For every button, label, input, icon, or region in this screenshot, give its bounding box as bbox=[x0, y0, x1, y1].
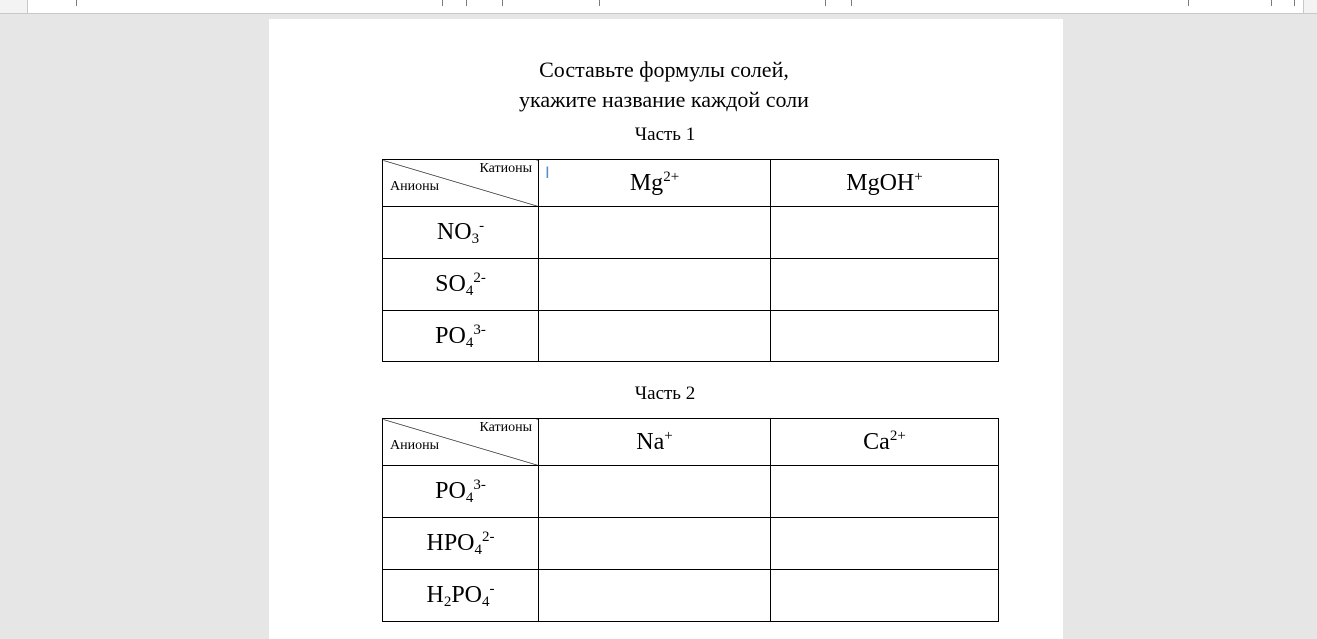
anion-formula-tail: PO bbox=[451, 582, 483, 608]
diagonal-header-cell[interactable] bbox=[383, 419, 539, 466]
table-row bbox=[383, 311, 999, 362]
anion-cell-po4[interactable] bbox=[383, 466, 539, 518]
anion-subscript: 4 bbox=[465, 490, 474, 506]
cation-formula: MgOH bbox=[846, 169, 915, 196]
anion-charge: 3- bbox=[473, 321, 486, 338]
answer-cell[interactable] bbox=[771, 259, 999, 311]
table-row bbox=[383, 518, 999, 570]
anion-subscript: 4 bbox=[474, 542, 482, 558]
anion-subscript-2: 4 bbox=[482, 594, 490, 610]
table-row bbox=[383, 207, 999, 259]
cations-label: Катионы bbox=[479, 161, 532, 176]
cation-charge: 2+ bbox=[663, 168, 680, 185]
anion-formula: PO bbox=[435, 322, 466, 349]
ruler-tick bbox=[1188, 0, 1189, 6]
answer-cell[interactable] bbox=[771, 207, 999, 259]
anion-cell-h2po4[interactable] bbox=[383, 570, 539, 622]
cation-charge: + bbox=[664, 427, 673, 444]
answer-cell[interactable] bbox=[539, 466, 771, 518]
ruler-tick bbox=[1271, 0, 1272, 6]
cation-formula: Na bbox=[636, 428, 665, 455]
diagonal-header-cell[interactable] bbox=[383, 160, 539, 207]
table-header-row bbox=[383, 419, 999, 466]
anion-subscript: 3 bbox=[471, 231, 480, 247]
cation-header-na[interactable] bbox=[539, 419, 771, 466]
ruler-tick bbox=[599, 0, 600, 6]
anion-subscript: 2 bbox=[443, 594, 452, 610]
ruler-tick bbox=[825, 0, 826, 6]
ruler-tick bbox=[466, 0, 467, 6]
document-page[interactable] bbox=[269, 19, 1063, 639]
ruler-tick bbox=[1294, 0, 1295, 6]
ruler-tick bbox=[442, 0, 443, 6]
anion-charge: 2- bbox=[473, 270, 486, 286]
salts-table-part-2[interactable] bbox=[382, 418, 999, 622]
cation-formula: Ca bbox=[863, 428, 890, 455]
anion-cell-no3[interactable] bbox=[383, 207, 539, 259]
salts-table-part-1[interactable] bbox=[382, 159, 999, 362]
anion-formula: SO bbox=[435, 271, 466, 297]
anion-charge: - bbox=[479, 218, 485, 234]
title-line-2: укажите название каждой соли bbox=[519, 87, 809, 112]
part-1-heading: Часть 1 bbox=[634, 124, 696, 145]
answer-cell[interactable] bbox=[539, 311, 771, 362]
anion-formula: H bbox=[426, 582, 444, 608]
table-header-row bbox=[383, 160, 999, 207]
cation-header-mgoh[interactable] bbox=[771, 160, 999, 207]
answer-cell[interactable] bbox=[539, 570, 771, 622]
answer-cell[interactable] bbox=[771, 311, 999, 362]
anion-charge: 3- bbox=[473, 477, 486, 493]
anion-cell-so4[interactable] bbox=[383, 259, 539, 311]
horizontal-ruler[interactable] bbox=[0, 0, 1317, 14]
cations-label: Катионы bbox=[479, 420, 532, 435]
table-row bbox=[383, 259, 999, 311]
ruler-tick bbox=[851, 0, 852, 6]
cation-charge: + bbox=[914, 168, 923, 185]
anion-subscript: 4 bbox=[465, 334, 474, 351]
anion-formula: NO bbox=[436, 219, 472, 245]
anion-formula: HPO bbox=[426, 530, 475, 556]
table-row bbox=[383, 466, 999, 518]
ruler-tick bbox=[76, 0, 77, 6]
anion-subscript: 4 bbox=[465, 283, 474, 299]
table-row bbox=[383, 570, 999, 622]
answer-cell[interactable] bbox=[539, 518, 771, 570]
anion-formula: PO bbox=[435, 478, 466, 504]
answer-cell[interactable] bbox=[539, 207, 771, 259]
cation-charge: 2+ bbox=[889, 427, 906, 444]
anion-charge: - bbox=[489, 581, 495, 597]
cation-header-mg[interactable] bbox=[539, 160, 771, 207]
answer-cell[interactable] bbox=[771, 466, 999, 518]
anion-cell-hpo4[interactable] bbox=[383, 518, 539, 570]
ruler-tick bbox=[502, 0, 503, 6]
cation-header-ca[interactable] bbox=[771, 419, 999, 466]
anions-label: Анионы bbox=[390, 438, 439, 453]
text-cursor-icon: I bbox=[545, 163, 550, 182]
part-2-heading: Часть 2 bbox=[634, 383, 696, 404]
anion-cell-po4[interactable] bbox=[383, 311, 539, 362]
anion-charge: 2- bbox=[482, 529, 495, 545]
ruler-scale bbox=[27, 0, 1304, 13]
answer-cell[interactable] bbox=[539, 259, 771, 311]
title-line-1: Составьте формулы солей, bbox=[539, 57, 789, 82]
cation-formula: Mg bbox=[629, 169, 664, 196]
answer-cell[interactable] bbox=[771, 518, 999, 570]
anions-label: Анионы bbox=[390, 179, 439, 194]
answer-cell[interactable] bbox=[771, 570, 999, 622]
